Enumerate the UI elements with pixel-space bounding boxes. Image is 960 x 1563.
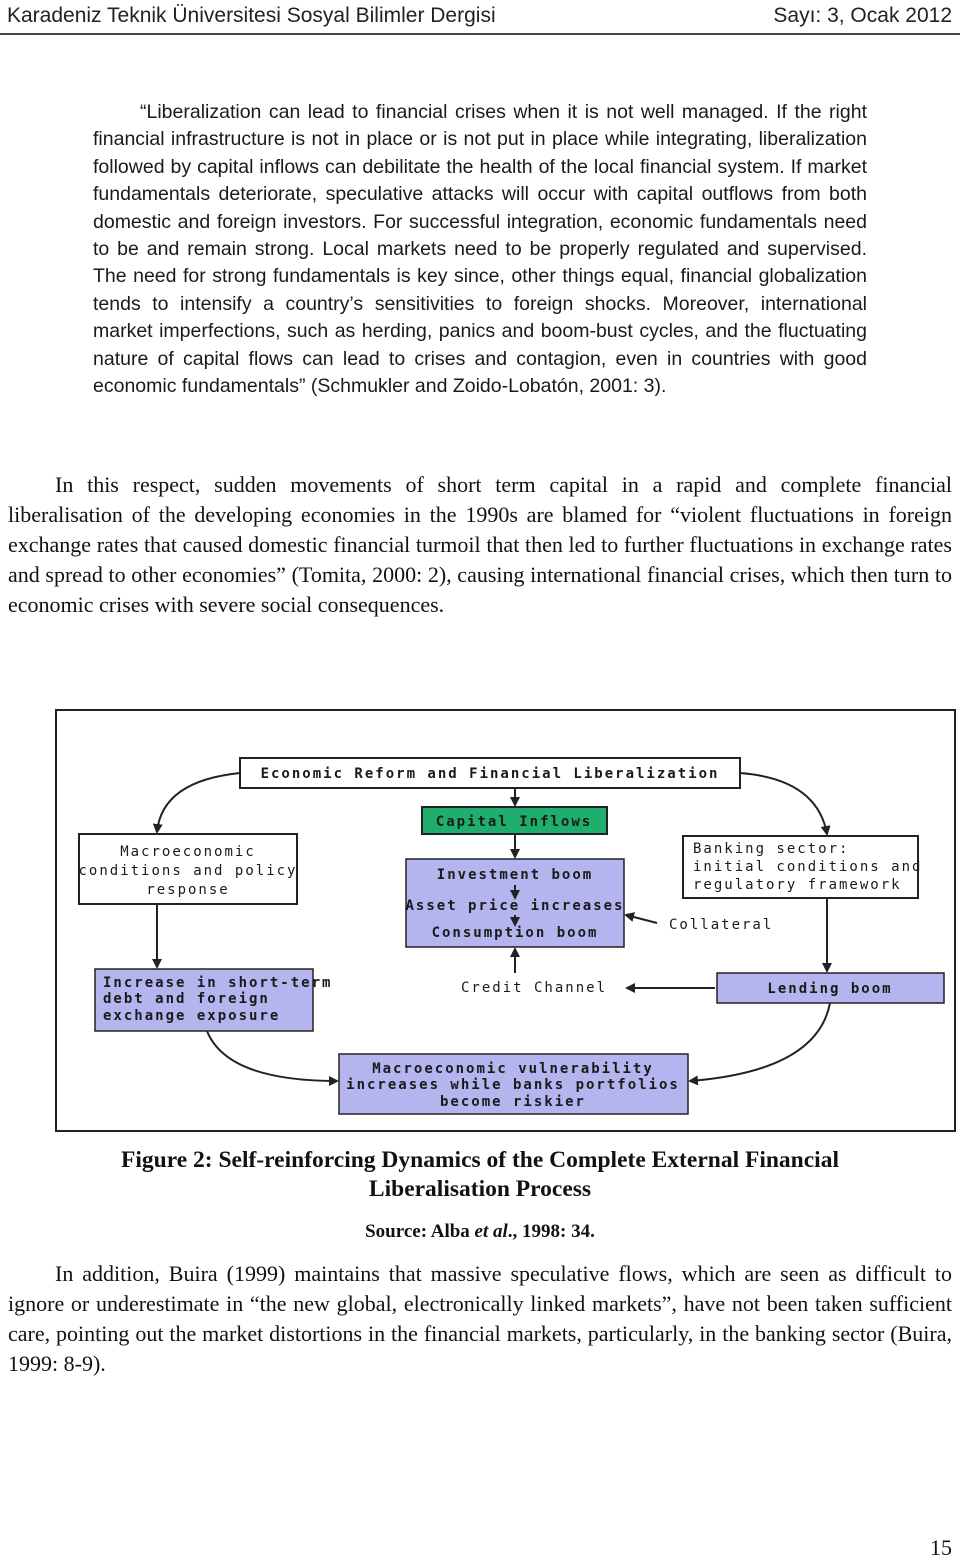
short-term-debt-line-1: Increase in short-term — [103, 975, 333, 991]
macro-conditions-line-1: Macroeconomic — [120, 844, 256, 860]
header-rule — [0, 33, 960, 35]
banking-sector-line-3: regulatory framework — [693, 877, 902, 893]
body-paragraph-1: In this respect, sudden movements of short term capital in a rapid and complete financial liberalisation of the developing economies in the 1990s are blamed for “violent fluctuations in foreign exchange rates that caused domestic financial turmoil that then led to further fluctuations in exchange rates and spread to other economies” (Tomita, 2000: 2), causing international financial crises, which then turn to economic crises with severe social consequences. — [8, 472, 952, 617]
block-quote: “Liberalization can lead to financial crises when it is not well managed. If the right financial infrastructure is not in place or is not put in place while integrating, liberalization followed by capital inflows can debilitate the health of the local financial system. If market fundamentals deteriorate, speculative attacks will occur with capital outflows from both domestic and foreign investors. For successful integration, economic fundamentals need to be and remain strong. Local markets need to be properly regulated and supervised. The need for strong fundamentals is key since, other things equal, financial globalization tends to intensify a country’s sensitivities to foreign shocks. Moreover, international market imperfections, such as herding, panics and boom-bust cycles, and the fluctuating nature of capital flows can lead to crises and contagion, even in countries with good economic fundamentals” (Schmukler and Zoido-Lobatón, 2001: 3). — [93, 101, 867, 398]
page-number: 15 — [930, 1535, 952, 1560]
arrow-collateral — [626, 915, 657, 923]
caption-line-2: Liberalisation Process — [368, 1176, 592, 1202]
vulnerability-line-3: become riskier — [439, 1094, 587, 1110]
short-term-debt-line-3: exchange exposure — [103, 1008, 281, 1024]
source-suffix: ., 1998: 34. — [507, 1221, 595, 1242]
capital-inflows-label: Capital Inflows — [435, 814, 593, 830]
arrow-lending-to-vulnerability — [690, 1003, 830, 1081]
reform-box-label: Economic Reform and Financial Liberalization — [260, 766, 720, 782]
figure-source — [0, 1221, 960, 1243]
vulnerability-line-1: Macroeconomic vulnerability — [372, 1061, 654, 1077]
body-paragraph-2: In addition, Buira (1999) maintains that massive speculative flows, which are seen as difficult to ignore or underestimate in “the new global, electronically linked markets”, have not been taken sufficient care, pointing out the market distortions in the financial markets, particularly, in the banking sector (Buira, 1999: 8-9). — [8, 1261, 952, 1376]
vulnerability-line-2: increases while banks portfolios — [346, 1077, 680, 1093]
macro-conditions-line-2: conditions and policy — [78, 863, 298, 879]
banking-sector-line-1: Banking sector: — [693, 841, 850, 857]
figure-2-diagram — [55, 709, 956, 1132]
issue-info: Sayı: 3, Ocak 2012 — [773, 4, 952, 27]
consumption-boom-label: Consumption boom — [431, 925, 599, 941]
short-term-debt-line-2: debt and foreign — [103, 991, 270, 1007]
source-prefix: Source: Alba — [365, 1221, 475, 1242]
caption-line-1: Figure 2: Self-reinforcing Dynamics of the Complete External Financial — [121, 1147, 839, 1173]
source-italic: et al — [474, 1221, 508, 1242]
banking-sector-line-2: initial conditions and — [693, 859, 923, 875]
collateral-label: Collateral — [669, 917, 774, 933]
arrow-reform-to-macro — [157, 773, 240, 832]
lending-boom-label: Lending boom — [767, 981, 893, 997]
figure-caption — [0, 1146, 960, 1204]
macro-conditions-line-3: response — [146, 882, 230, 898]
credit-channel-label: Credit Channel — [461, 980, 608, 996]
arrow-reform-to-banking — [740, 773, 827, 834]
journal-title: Karadeniz Teknik Üniversitesi Sosyal Bilimler Dergisi — [7, 4, 496, 27]
asset-price-label: Asset price increases — [405, 898, 625, 914]
running-header — [0, 0, 960, 34]
investment-boom-label: Investment boom — [436, 867, 594, 883]
arrow-debt-to-vulnerability — [207, 1031, 337, 1081]
